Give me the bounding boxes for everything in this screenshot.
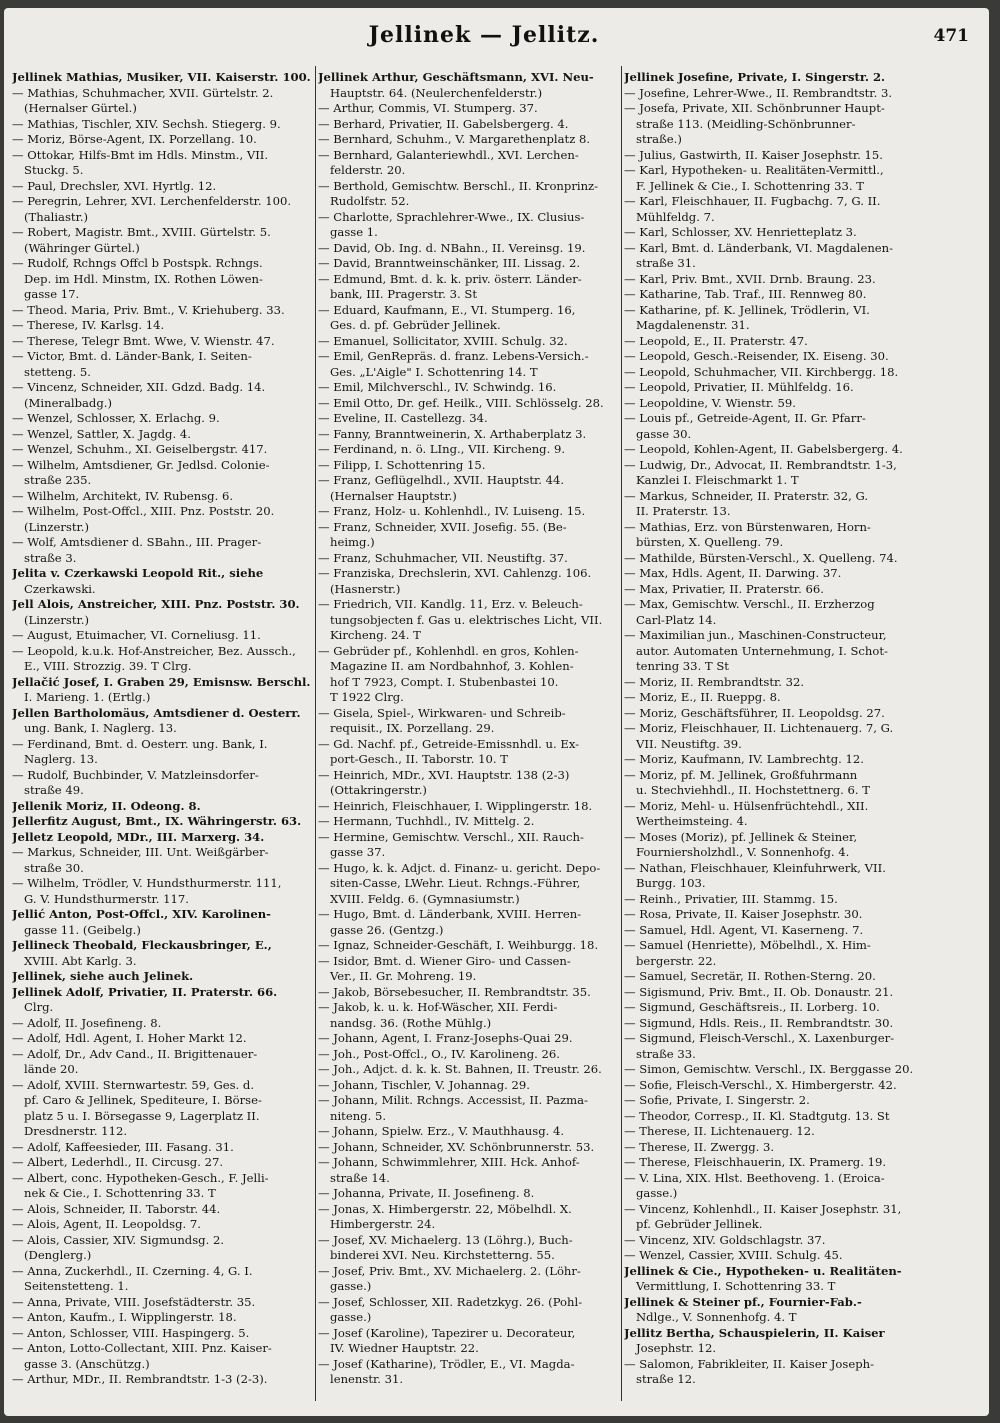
directory-entry: — Johann, Tischler, V. Johannag. 29.: [318, 1077, 530, 1092]
directory-entry: — Johann, Schneider, XV. Schönbrunnerstr. 53.: [318, 1139, 595, 1154]
directory-entry: — Sigmund, Geschäftsreis., II. Lorberg. 10.: [624, 1000, 880, 1014]
entry-continuation: gasse 1.: [330, 225, 378, 239]
directory-entry: — Therese, IV. Karlsg. 14.: [12, 318, 165, 332]
directory-entry: — Adolf, Kaffeesieder, III. Fasang. 31.: [12, 1139, 234, 1154]
entry-continuation: tenring 33. T St: [636, 659, 729, 673]
entry-continuation: lände 20.: [24, 1062, 79, 1076]
entry-surname-heading: Jellenik Moriz, II. Odeong. 8.: [12, 798, 201, 813]
entry-continuation: (Linzerstr.): [24, 519, 89, 534]
entry-continuation: Magazine II. am Nordbahnhof, 3. Kohlen-: [330, 659, 574, 673]
entry-continuation: straße 30.: [24, 860, 84, 875]
entry-continuation: Rudolfstr. 52.: [330, 194, 410, 208]
entry-surname-heading: Jellačić Josef, I. Graben 29, Emisnsw. Berschl.: [12, 674, 311, 689]
directory-entry: — Moriz, pf. M. Jellinek, Großfuhrmann: [624, 767, 858, 782]
directory-entry: — Vincenz, Schneider, XII. Gdzd. Badg. 14.: [12, 380, 266, 394]
directory-entry: — Emil, GenRepräs. d. franz. Lebens-Versich.-: [318, 349, 589, 363]
directory-entry: — Maximilian jun., Maschinen-Constructeur,: [624, 628, 887, 642]
directory-entry: — Johann, Spielw. Erz., V. Mauthhausg. 4.: [318, 1124, 565, 1138]
entry-continuation: Magdalenenstr. 31.: [636, 318, 750, 332]
directory-entry: — Markus, Schneider, II. Praterstr. 32, G.: [624, 488, 869, 503]
running-head: Jellinek — Jellitz.: [368, 22, 600, 48]
directory-entry: — David, Branntweinschänker, III. Lissag. 2.: [318, 256, 581, 270]
entry-continuation: gasse 11. (Geibelg.): [24, 922, 141, 937]
directory-entry: — Mathilde, Bürsten-Verschl., X. Quelleng. 74.: [624, 550, 898, 565]
entry-continuation: Burgg. 103.: [636, 876, 706, 890]
directory-entry: — Simon, Gemischtw. Verschl., IX. Berggasse 20.: [624, 1062, 914, 1076]
directory-entry: — Hermine, Gemischtw. Verschl., XII. Rauch-: [318, 829, 584, 844]
directory-entry: — Sigmund, Hdls. Reis., II. Rembrandtstr. 30.: [624, 1015, 894, 1030]
entry-continuation: lenenstr. 31.: [330, 1372, 404, 1386]
entry-continuation: Kanzlei I. Fleischmarkt 1. T: [636, 473, 799, 487]
directory-entry: — Albert, Lederhdl., II. Circusg. 27.: [12, 1155, 224, 1169]
entry-continuation: Ndlge., V. Sonnenhofg. 4. T: [636, 1310, 797, 1324]
entry-continuation: E., VIII. Strozzig. 39. T Clrg.: [24, 659, 192, 673]
entry-continuation: u. Stechviehhdl., II. Hochstettnerg. 6. T: [636, 783, 871, 797]
entry-continuation: nek & Cie., I. Schottenring 33. T: [24, 1186, 216, 1200]
directory-entry: — Mathias, Schuhmacher, XVII. Gürtelstr. 2.: [12, 85, 274, 100]
directory-entry: — Katharine, pf. K. Jellinek, Trödlerin, VI.: [624, 302, 870, 317]
entry-continuation: pf. Caro & Jellinek, Spediteure, I. Börse-: [24, 1093, 262, 1107]
entry-continuation: stetteng. 5.: [24, 364, 91, 379]
entry-surname-heading: Jellinek & Cie., Hypotheken- u. Realitäten-: [624, 1263, 902, 1278]
directory-entry: — Josef (Karoline), Tapezirer u. Decorateur,: [318, 1325, 576, 1340]
entry-continuation: (Hernalser Hauptstr.): [330, 488, 457, 503]
directory-entry: — Arthur, MDr., II. Rembrandtstr. 1-3 (2-3).: [12, 1372, 268, 1386]
directory-entry: — Alois, Agent, II. Leopoldsg. 7.: [12, 1217, 201, 1231]
directory-entry: — Josef, XV. Michaelerg. 13 (Löhrg.), Buch-: [318, 1232, 573, 1247]
directory-entry: — Ignaz, Schneider-Geschäft, I. Weihburgg. 18.: [318, 938, 599, 952]
entry-continuation: niteng. 5.: [330, 1108, 387, 1123]
entry-continuation: autor. Automaten Unternehmung, I. Schot-: [636, 643, 888, 658]
column-middle: [318, 70, 618, 1410]
directory-entry: — Max, Hdls. Agent, II. Darwing. 37.: [624, 566, 842, 580]
entry-continuation: Wertheimsteing. 4.: [636, 814, 748, 828]
directory-entry: — Wilhelm, Trödler, V. Hundsthurmerstr. 111,: [12, 876, 282, 890]
entry-surname-heading: Jellen Bartholomäus, Amtsdiener d. Oesterr.: [12, 705, 301, 720]
directory-entry: — Ludwig, Dr., Advocat, II. Rembrandtstr. 1-3,: [624, 457, 897, 472]
directory-entry: — Mathias, Erz. von Bürstenwaren, Horn-: [624, 519, 871, 534]
directory-entry: — Karl, Hypotheken- u. Realitäten-Vermittl.,: [624, 163, 884, 177]
entry-continuation: Carl-Platz 14.: [636, 612, 717, 627]
entry-continuation: bergerstr. 22.: [636, 953, 717, 968]
entry-continuation: T 1922 Clrg.: [330, 690, 404, 704]
entry-surname-heading: Jellinek, siehe auch Jelinek.: [12, 969, 194, 983]
directory-entry: — Franziska, Drechslerin, XVI. Cahlenzg. 106.: [318, 566, 592, 580]
entry-continuation: Vermittlung, I. Schottenring 33. T: [636, 1279, 836, 1293]
directory-entry: — Jakob, k. u. k. Hof-Wäscher, XII. Ferdi-: [318, 1000, 558, 1014]
directory-entry: — Sofie, Fleisch-Verschl., X. Himbergerstr. 42.: [624, 1077, 897, 1092]
column-divider: [315, 66, 316, 1401]
directory-entry: — Moriz, II. Rembrandtstr. 32.: [624, 674, 805, 689]
directory-entry: — Wilhelm, Architekt, IV. Rubensg. 6.: [12, 488, 234, 503]
directory-entry: — Moses (Moriz), pf. Jellinek & Steiner,: [624, 829, 858, 844]
entry-continuation: (Mineralbadg.): [24, 395, 112, 410]
directory-entry: — Moriz, Fleischhauer, II. Lichtenauerg. 7, G.: [624, 721, 894, 735]
entry-continuation: binderei XVI. Neu. Kirchstetterng. 55.: [330, 1248, 555, 1262]
directory-entry: — Johann, Agent, I. Franz-Josephs-Quai 29.: [318, 1031, 573, 1045]
directory-entry: — Peregrin, Lehrer, XVI. Lerchenfelderstr. 100.: [12, 194, 292, 208]
directory-entry: — Joh., Adjct. d. k. k. St. Bahnen, II. Treustr. 26.: [318, 1062, 602, 1076]
directory-entry: — Leopold, E., II. Praterstr. 47.: [624, 333, 808, 348]
directory-entry: — Isidor, Bmt. d. Wiener Giro- und Cassen-: [318, 953, 571, 968]
directory-entry: — David, Ob. Ing. d. NBahn., II. Vereinsg. 19.: [318, 240, 586, 255]
directory-entry: — Emil, Milchverschl., IV. Schwindg. 16.: [318, 380, 557, 394]
directory-entry: — Eveline, II. Castellezg. 34.: [318, 411, 488, 425]
directory-entry: — Sigmund, Fleisch-Verschl., X. Laxenburger-: [624, 1031, 895, 1045]
directory-entry: — Moriz, Kaufmann, IV. Lambrechtg. 12.: [624, 752, 864, 766]
directory-entry: — Therese, Fleischhauerin, IX. Pramerg. 19.: [624, 1155, 887, 1169]
directory-entry: — Johanna, Private, II. Josefineng. 8.: [318, 1186, 535, 1200]
entry-continuation: XVIII. Feldg. 6. (Gymnasiumstr.): [330, 891, 520, 906]
directory-entry: — Therese, II. Lichtenauerg. 12.: [624, 1124, 815, 1138]
entry-continuation: Ges. d. pf. Gebrüder Jellinek.: [330, 318, 501, 332]
directory-entry: — Max, Privatier, II. Praterstr. 66.: [624, 581, 824, 596]
entry-continuation: gasse 30.: [636, 426, 692, 441]
directory-entry: — Karl, Schlosser, XV. Henrietteplatz 3.: [624, 225, 857, 239]
directory-entry: — Vincenz, XIV. Goldschlagstr. 37.: [624, 1232, 826, 1247]
entry-continuation: tungsobjecten f. Gas u. elektrisches Licht, VII.: [330, 612, 603, 627]
directory-entry: — Leopold, k.u.k. Hof-Anstreicher, Bez. Aussch.,: [12, 643, 296, 658]
entry-continuation: pf. Gebrüder Jellinek.: [636, 1217, 763, 1231]
directory-entry: — Franz, Geflügelhdl., XVII. Hauptstr. 44.: [318, 473, 565, 487]
entry-continuation: port-Gesch., II. Taborstr. 10. T: [330, 752, 508, 766]
directory-entry: — Markus, Schneider, III. Unt. Weißgärber-: [12, 845, 269, 859]
column-left: [12, 70, 312, 1410]
entry-continuation: straße 14.: [330, 1170, 390, 1185]
directory-entry: — Ferdinand, n. ö. LIng., VII. Kircheng. 9.: [318, 442, 566, 456]
entry-surname-heading: Jellinek Josefine, Private, I. Singerstr. 2.: [624, 70, 886, 84]
entry-continuation: (Linzerstr.): [24, 612, 89, 627]
directory-entry: — Sigismund, Priv. Bmt., II. Ob. Donaustr. 21.: [624, 984, 894, 999]
directory-entry: — Anton, Lotto-Collectant, XIII. Pnz. Kaiser-: [12, 1341, 272, 1355]
directory-entry: — Heinrich, MDr., XVI. Hauptstr. 138 (2-3): [318, 767, 570, 782]
entry-continuation: bank, III. Pragerstr. 3. St: [330, 287, 477, 301]
directory-entry: — Josefa, Private, XII. Schönbrunner Haupt-: [624, 101, 885, 115]
entry-continuation: Ver., II. Gr. Mohreng. 19.: [330, 969, 477, 983]
entry-continuation: gasse.): [330, 1279, 372, 1293]
directory-entry: — Gebrüder pf., Kohlenhdl. en gros, Kohlen-: [318, 643, 579, 658]
directory-entry: — Julius, Gastwirth, II. Kaiser Josephstr. 15.: [624, 147, 883, 162]
entry-continuation: straße 12.: [636, 1372, 696, 1386]
directory-entry: — Josef, Priv. Bmt., XV. Michaelerg. 2. (Löhr-: [318, 1263, 581, 1278]
directory-entry: — Ferdinand, Bmt. d. Oesterr. ung. Bank, I.: [12, 736, 268, 751]
directory-entry: — Edmund, Bmt. d. k. k. priv. österr. Länder-: [318, 271, 582, 286]
directory-entry: — Wolf, Amtsdiener d. SBahn., III. Prager-: [12, 535, 262, 549]
directory-entry: — Bernhard, Schuhm., V. Margarethenplatz 8.: [318, 132, 591, 146]
entry-surname-heading: Jellinek & Steiner pf., Fournier-Fab.-: [624, 1294, 862, 1309]
entry-surname-heading: Jelletz Leopold, MDr., III. Marxerg. 34.: [12, 829, 265, 844]
directory-entry: — Heinrich, Fleischhauer, I. Wipplingerstr. 18.: [318, 798, 593, 813]
entry-continuation: Naglerg. 13.: [24, 752, 98, 766]
directory-entry: — Josefine, Lehrer-Wwe., II. Rembrandtstr. 3.: [624, 85, 893, 100]
directory-entry: — Leopoldine, V. Wienstr. 59.: [624, 395, 796, 410]
entry-continuation: gasse 37.: [330, 845, 386, 859]
entry-continuation: I. Marieng. 1. (Ertlg.): [24, 690, 151, 704]
entry-surname-heading: Jellineck Theobald, Fleckausbringer, E.,: [12, 938, 272, 952]
entry-surname-heading: Jellić Anton, Post-Offcl., XIV. Karolinen-: [12, 907, 271, 921]
directory-entry: — Fanny, Branntweinerin, X. Arthaberplatz 3.: [318, 426, 587, 441]
directory-entry: — Sofie, Private, I. Singerstr. 2.: [624, 1093, 810, 1107]
directory-entry: — Theod. Maria, Priv. Bmt., V. Kriehuberg. 33.: [12, 302, 285, 317]
directory-entry: — Hugo, k. k. Adjct. d. Finanz- u. gericht. Depo-: [318, 860, 601, 875]
entry-continuation: II. Praterstr. 13.: [636, 504, 731, 518]
directory-entry: — Berhard, Privatier, II. Gabelsbergerg. 4.: [318, 116, 569, 131]
directory-page: [4, 8, 989, 1416]
directory-entry: — Joh., Post-Offcl., O., IV. Karolineng. 26.: [318, 1046, 560, 1061]
directory-entry: — Franz, Schneider, XVII. Josefig. 55. (Be-: [318, 519, 567, 534]
directory-entry: — Karl, Fleischhauer, II. Fugbachg. 7, G. II.: [624, 194, 881, 208]
column-divider: [621, 66, 622, 1401]
directory-entry: — Bernhard, Galanteriewhdl., XVI. Lerchen-: [318, 147, 579, 162]
entry-continuation: heimg.): [330, 535, 375, 549]
directory-entry: — Samuel, Secretär, II. Rothen-Sterng. 20.: [624, 969, 876, 983]
page-header: [4, 22, 989, 54]
entry-continuation: platz 5 u. I. Börsegasse 9, Lagerplatz II.: [24, 1108, 260, 1123]
entry-continuation: Dresdnerstr. 112.: [24, 1124, 128, 1138]
directory-entry: — Gd. Nachf. pf., Getreide-Emissnhdl. u. Ex-: [318, 736, 580, 751]
entry-continuation: (Thaliastr.): [24, 209, 89, 224]
entry-continuation: straße 31.: [636, 256, 696, 270]
entry-continuation: bürsten, X. Quelleng. 79.: [636, 535, 784, 549]
directory-entry: — Emanuel, Sollicitator, XVIII. Schulg. 32.: [318, 333, 568, 348]
directory-entry: — August, Etuimacher, VI. Corneliusg. 11.: [12, 628, 261, 642]
directory-entry: — Berthold, Gemischtw. Berschl., II. Kronprinz-: [318, 178, 599, 193]
entry-continuation: Clrg.: [24, 1000, 54, 1014]
entry-continuation: Czerkawski.: [24, 581, 96, 596]
directory-entry: — Adolf, Hdl. Agent, I. Hoher Markt 12.: [12, 1031, 247, 1045]
directory-entry: — Mathias, Tischler, XIV. Sechsh. Stiegerg. 9.: [12, 116, 281, 131]
directory-entry: — Alois, Cassier, XIV. Sigmundsg. 2.: [12, 1232, 225, 1247]
entry-continuation: VII. Neustiftg. 39.: [636, 736, 742, 751]
entry-surname-heading: Jelita v. Czerkawski Leopold Rit., siehe: [12, 566, 264, 580]
directory-entry: — Louis pf., Getreide-Agent, II. Gr. Pfarr-: [624, 411, 866, 425]
directory-entry: — Adolf, Dr., Adv Cand., II. Brigittenauer-: [12, 1046, 258, 1061]
directory-entry: — Charlotte, Sprachlehrer-Wwe., IX. Clusius-: [318, 209, 585, 224]
entry-continuation: nandsg. 36. (Rothe Mühlg.): [330, 1015, 492, 1030]
entry-continuation: straße 113. (Meidling-Schönbrunner-: [636, 116, 856, 131]
directory-entry: — Eduard, Kaufmann, E., VI. Stumperg. 16,: [318, 302, 576, 317]
directory-entry: — Paul, Drechsler, XVI. Hyrtlg. 12.: [12, 178, 217, 193]
directory-entry: — Johann, Schwimmlehrer, XIII. Hck. Anhof-: [318, 1155, 580, 1169]
directory-entry: — Moriz, Börse-Agent, IX. Porzellang. 10.: [12, 132, 257, 146]
directory-entry: — Rudolf, Buchbinder, V. Matzleinsdorfer-: [12, 767, 259, 782]
entry-continuation: gasse 26. (Gentzg.): [330, 922, 444, 937]
directory-entry: — Filipp, I. Schottenring 15.: [318, 457, 486, 472]
directory-entry: — Rudolf, Rchngs Offcl b Postspk. Rchngs.: [12, 256, 263, 270]
column-right: [624, 70, 984, 1410]
entry-continuation: (Hasnerstr.): [330, 581, 401, 596]
entry-continuation: (Denglerg.): [24, 1248, 92, 1262]
entry-continuation: straße.): [636, 132, 682, 146]
directory-entry: — Anna, Zuckerhdl., II. Czerning. 4, G. I.: [12, 1263, 253, 1278]
directory-entry: — Anton, Kaufm., I. Wipplingerstr. 18.: [12, 1310, 237, 1324]
directory-entry: — Adolf, II. Josefineng. 8.: [12, 1015, 162, 1030]
directory-entry: — Leopold, Schuhmacher, VII. Kirchbergg. 18.: [624, 364, 899, 379]
directory-entry: — Karl, Bmt. d. Länderbank, VI. Magdalenen-: [624, 240, 894, 255]
directory-entry: — Johann, Milit. Rchngs. Accessist, II. Pazma-: [318, 1093, 588, 1107]
directory-entry: — V. Lina, XIX. Hlst. Beethoveng. 1. (Eroica-: [624, 1170, 885, 1185]
directory-entry: — Alois, Schneider, II. Taborstr. 44.: [12, 1201, 221, 1216]
directory-entry: — Max, Gemischtw. Verschl., II. Erzherzog: [624, 597, 875, 611]
directory-entry: — Samuel (Henriette), Möbelhdl., X. Him-: [624, 938, 871, 952]
directory-entry: — Wenzel, Sattler, X. Jagdg. 4.: [12, 426, 191, 441]
entry-continuation: straße 49.: [24, 783, 84, 797]
entry-continuation: Himbergerstr. 24.: [330, 1217, 436, 1231]
entry-continuation: (Hernalser Gürtel.): [24, 101, 137, 115]
entry-continuation: gasse.): [636, 1186, 678, 1200]
entry-continuation: straße 3.: [24, 550, 77, 565]
directory-entry: — Emil Otto, Dr. gef. Heilk., VIII. Schlösselg. 28.: [318, 395, 604, 410]
entry-continuation: Stuckg. 5.: [24, 163, 84, 177]
entry-continuation: (Währinger Gürtel.): [24, 240, 140, 255]
directory-entry: — Rosa, Private, II. Kaiser Josephstr. 30.: [624, 907, 863, 921]
entry-continuation: gasse 17.: [24, 287, 80, 301]
directory-entry: — Therese, Telegr Bmt. Wwe, V. Wienstr. 47.: [12, 333, 275, 348]
directory-entry: — Leopold, Kohlen-Agent, II. Gabelsbergerg. 4.: [624, 442, 903, 456]
directory-entry: — Leopold, Gesch.-Reisender, IX. Eiseng. 30.: [624, 349, 889, 363]
entry-continuation: Mühlfeldg. 7.: [636, 209, 715, 224]
entry-surname-heading: Jellinek Arthur, Geschäftsmann, XVI. Neu-: [318, 70, 594, 84]
directory-entry: — Jonas, X. Himbergerstr. 22, Möbelhdl. X.: [318, 1201, 572, 1216]
directory-entry: — Hugo, Bmt. d. Länderbank, XVIII. Herren-: [318, 907, 582, 921]
directory-entry: — Moriz, E., II. Rueppg. 8.: [624, 690, 781, 704]
entry-continuation: Dep. im Hdl. Minstm, IX. Rothen Löwen-: [24, 271, 263, 286]
entry-continuation: Seitenstetteng. 1.: [24, 1279, 129, 1293]
directory-entry: — Leopold, Privatier, II. Mühlfeldg. 16.: [624, 380, 854, 394]
directory-entry: — Jakob, Börsebesucher, II. Rembrandtstr. 35.: [318, 984, 591, 999]
entry-continuation: requisit., IX. Porzellang. 29.: [330, 721, 495, 735]
directory-entry: — Karl, Priv. Bmt., XVII. Drnb. Braung. 23.: [624, 271, 876, 286]
entry-continuation: Kircheng. 24. T: [330, 628, 421, 642]
page-number: 471: [933, 26, 969, 46]
directory-entry: — Gisela, Spiel-, Wirkwaren- und Schreib-: [318, 705, 566, 720]
directory-entry: — Salomon, Fabrikleiter, II. Kaiser Joseph-: [624, 1356, 875, 1371]
entry-continuation: straße 33.: [636, 1046, 696, 1061]
entry-surname-heading: Jellitz Bertha, Schauspielerin, II. Kaiser: [624, 1325, 885, 1340]
directory-entry: — Franz, Holz- u. Kohlenhdl., IV. Luiseng. 15.: [318, 504, 586, 518]
entry-continuation: straße 235.: [24, 473, 92, 487]
directory-entry: — Franz, Schuhmacher, VII. Neustiftg. 37.: [318, 550, 568, 565]
entry-continuation: gasse.): [330, 1310, 372, 1324]
directory-entry: — Friedrich, VII. Kandlg. 11, Erz. v. Beleuch-: [318, 597, 583, 611]
entry-continuation: hof T 7923, Compt. I. Stubenbastei 10.: [330, 674, 559, 689]
directory-entry: — Theodor, Corresp., II. Kl. Stadtgutg. 13. St: [624, 1108, 890, 1123]
directory-entry: — Moriz, Mehl- u. Hülsenfrüchtehdl., XII.: [624, 798, 869, 813]
entry-continuation: Fourniersholzhdl., V. Sonnenhofg. 4.: [636, 845, 850, 859]
entry-continuation: felderstr. 20.: [330, 163, 406, 177]
directory-entry: — Ottokar, Hilfs-Bmt im Hdls. Minstm., VII.: [12, 147, 269, 162]
entry-continuation: siten-Casse, LWehr. Lieut. Rchngs.-Führer,: [330, 876, 581, 890]
directory-entry: — Wenzel, Cassier, XVIII. Schulg. 45.: [624, 1248, 843, 1262]
directory-entry: — Samuel, Hdl. Agent, VI. Kaserneng. 7.: [624, 922, 864, 937]
directory-entry: — Wenzel, Schlosser, X. Erlachg. 9.: [12, 411, 220, 425]
directory-entry: — Wilhelm, Post-Offcl., XIII. Pnz. Poststr. 20.: [12, 504, 275, 518]
directory-entry: — Wilhelm, Amtsdiener, Gr. Jedlsd. Colonie-: [12, 457, 270, 472]
entry-surname-heading: Jell Alois, Anstreicher, XIII. Pnz. Poststr. 30.: [12, 597, 300, 611]
entry-continuation: G. V. Hundsthurmerstr. 117.: [24, 891, 189, 906]
directory-entry: — Robert, Magistr. Bmt., XVIII. Gürtelstr. 5.: [12, 225, 271, 239]
directory-entry: — Nathan, Fleischhauer, Kleinfuhrwerk, VII.: [624, 860, 886, 875]
directory-entry: — Wenzel, Schuhm., XI. Geiselbergstr. 417.: [12, 442, 268, 456]
entry-continuation: gasse 3. (Anschützg.): [24, 1356, 150, 1371]
entry-continuation: ung. Bank, I. Naglerg. 13.: [24, 721, 177, 735]
directory-entry: — Josef, Schlosser, XII. Radetzkyg. 26. (Pohl-: [318, 1294, 583, 1309]
directory-entry: — Reinh., Privatier, III. Stammg. 15.: [624, 891, 838, 906]
entry-surname-heading: Jellerfitz August, Bmt., IX. Währingerstr. 63.: [12, 814, 302, 828]
entry-continuation: Josephstr. 12.: [636, 1341, 717, 1355]
entry-surname-heading: Jellinek Mathias, Musiker, VII. Kaiserstr. 100.: [12, 70, 311, 84]
directory-entry: — Katharine, Tab. Traf., III. Rennweg 80.: [624, 287, 867, 301]
directory-entry: — Josef (Katharine), Trödler, E., VI. Magda-: [318, 1356, 575, 1371]
directory-entry: — Adolf, XVIII. Sternwartestr. 59, Ges. d.: [12, 1077, 255, 1092]
directory-entry: — Albert, conc. Hypotheken-Gesch., F. Jelli-: [12, 1170, 269, 1185]
entry-continuation: F. Jellinek & Cie., I. Schottenring 33. T: [636, 178, 864, 193]
directory-entry: — Moriz, Geschäftsführer, II. Leopoldsg. 27.: [624, 705, 885, 720]
entry-continuation: XVIII. Abt Karlg. 3.: [24, 953, 137, 968]
entry-continuation: Ges. „L'Aigle" I. Schottenring 14. T: [330, 364, 538, 379]
entry-surname-heading: Jellinek Adolf, Privatier, II. Praterstr. 66.: [12, 984, 278, 999]
directory-entry: — Therese, II. Zwergg. 3.: [624, 1139, 775, 1154]
directory-entry: — Hermann, Tuchhdl., IV. Mittelg. 2.: [318, 814, 535, 828]
directory-entry: — Anna, Private, VIII. Josefstädterstr. 35.: [12, 1294, 256, 1309]
entry-continuation: Hauptstr. 64. (Neulerchenfelderstr.): [330, 85, 543, 100]
directory-entry: — Vincenz, Kohlenhdl., II. Kaiser Josephstr. 31,: [624, 1201, 902, 1216]
entry-continuation: (Ottakringerstr.): [330, 783, 427, 797]
entry-continuation: IV. Wiedner Hauptstr. 22.: [330, 1341, 479, 1355]
directory-entry: — Arthur, Commis, VI. Stumperg. 37.: [318, 101, 538, 115]
directory-entry: — Victor, Bmt. d. Länder-Bank, I. Seiten-: [12, 349, 252, 363]
directory-entry: — Anton, Schlosser, VIII. Haspingerg. 5.: [12, 1325, 250, 1340]
